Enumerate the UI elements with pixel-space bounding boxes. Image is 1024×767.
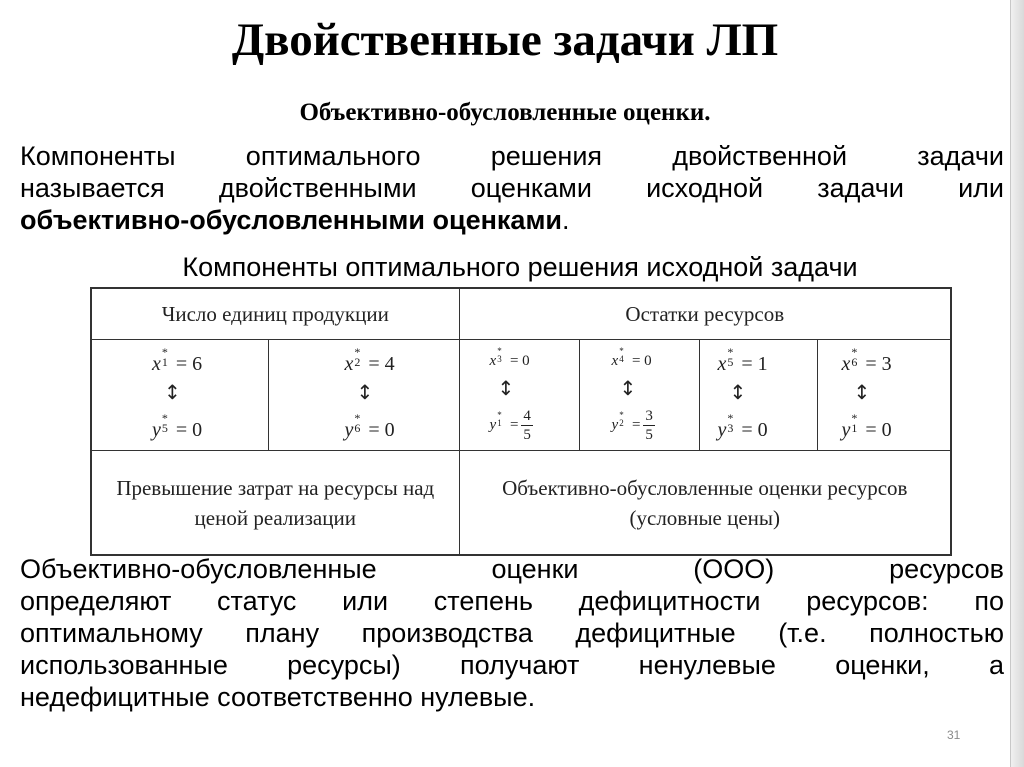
paragraph-line: Компоненты оптимального решения двойственной задачи: [20, 141, 1004, 171]
paragraph-line: оптимальному плану производства дефицитные (т.е. полностью: [20, 618, 1004, 648]
slide-frame-edge: [1010, 0, 1024, 767]
variable-cell: [91, 340, 268, 451]
primal-variable: x * 1 = 6: [152, 344, 203, 375]
table-header-row: [91, 288, 951, 340]
primal-variable: x * 6 = 3: [841, 344, 892, 375]
slide-number: 31: [947, 728, 961, 742]
table-caption: Компоненты оптимального решения исходной задачи: [182, 252, 858, 282]
correspondence-arrow-icon: ↕: [356, 380, 374, 404]
correspondence-arrow-icon: ↕: [853, 380, 871, 404]
dual-variable: y * 6 = 0: [344, 410, 395, 441]
paragraph-ooo: [20, 553, 1004, 713]
primal-variable: x * 3 = 0: [489, 345, 530, 369]
variable-cell: [459, 340, 579, 451]
slide-title: Двойственные задачи ЛП: [231, 14, 779, 66]
correspondence-arrow-icon: ↕: [164, 380, 181, 404]
slide-subtitle: Объективно-обусловленные оценки.: [299, 99, 711, 126]
paragraph-line: называется двойственными оценками исходной задачи или: [20, 173, 1004, 203]
bold-term: объективно-обусловленными оценками: [20, 205, 563, 235]
paragraph-line: определяют статус или степень дефицитности ресурсов: по: [20, 586, 1004, 616]
components-table: [90, 287, 952, 556]
fraction: $\frac{4}{5}$: [523, 408, 531, 443]
paragraph-line: использованные ресурсы) получают ненулевые оценки, а: [20, 650, 1004, 680]
header-resources: Остатки ресурсов: [459, 288, 951, 340]
paragraph-line: Объективно-обусловленные оценки (ООО) ресурсов: [20, 554, 1004, 584]
footer-cost-excess: Превышение затрат на ресурсы над ценой реализации: [91, 451, 459, 556]
correspondence-arrow-icon: ↕: [729, 380, 747, 404]
header-products: Число единиц продукции: [91, 288, 459, 340]
primal-variable: x * 2 = 4: [344, 344, 395, 375]
variable-cell: [579, 340, 699, 451]
paragraph-line: недефицитные соответственно нулевые.: [20, 682, 536, 712]
primal-variable: x * 5 = 1: [717, 344, 768, 375]
dual-variable: y * 2 = $\frac{3}{5}$: [611, 408, 653, 443]
paragraph-definition: [20, 140, 1004, 236]
dual-variable: y * 1 = $\frac{4}{5}$: [489, 408, 531, 443]
dual-variable: y * 3 = 0: [717, 410, 768, 441]
variable-cell: [699, 340, 817, 451]
footer-resource-estimates: Объективно-обусловленные оценки ресурсов (условные цены): [459, 451, 951, 556]
correspondence-arrow-icon: ↕: [497, 376, 515, 400]
variable-cell: [817, 340, 951, 451]
period: .: [562, 205, 570, 235]
dual-variable: y * 5 = 0: [152, 410, 203, 441]
fraction: $\frac{3}{5}$: [645, 408, 653, 443]
correspondence-arrow-icon: ↕: [619, 376, 637, 400]
variable-cell: [268, 340, 459, 451]
paragraph-line: [20, 204, 1004, 236]
primal-variable: x * 4 = 0: [611, 345, 652, 369]
table-variables-row: [91, 340, 951, 451]
dual-variable: y * 1 = 0: [841, 410, 892, 441]
table-footer-row: [91, 451, 951, 556]
